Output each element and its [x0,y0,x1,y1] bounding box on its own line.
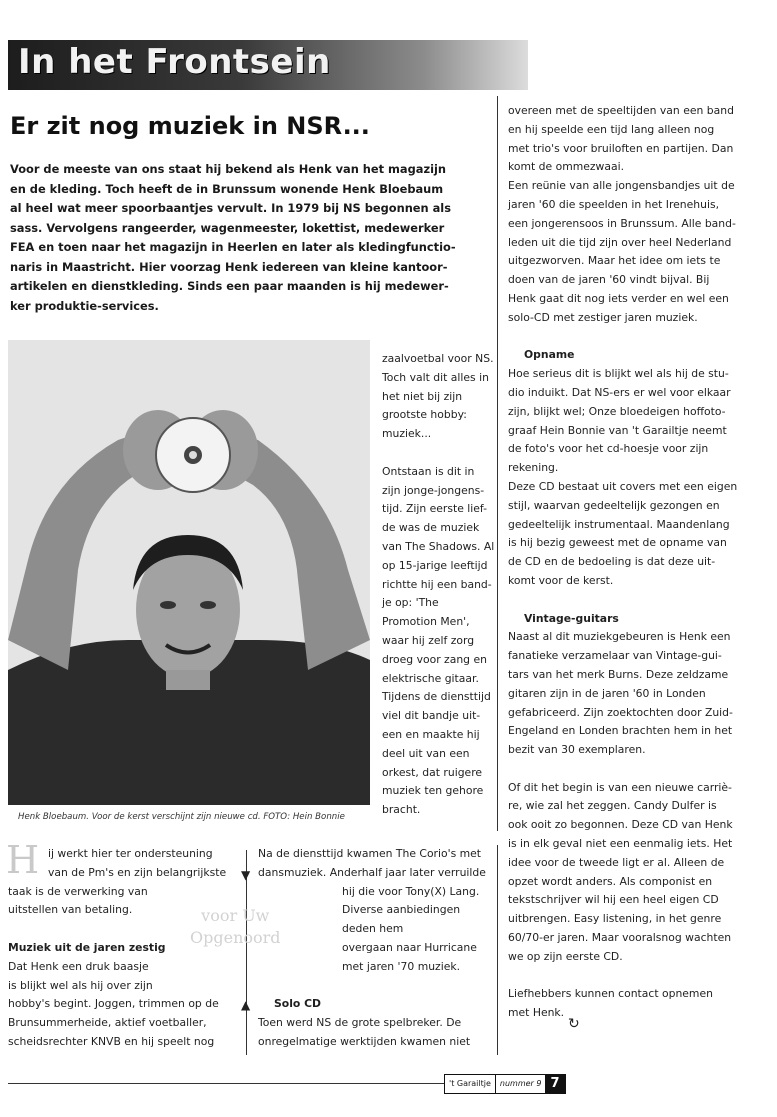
text-line: een jongerensoos in Brunssum. Alle band- [508,216,736,230]
text-line: Liefhebbers kunnen contact opnemen [508,987,713,1001]
text-line: rekening. [508,461,559,475]
text-line: jaren '60 die speelden in het Irenehuis, [508,197,720,211]
text-line: overgaan naar Hurricane [342,940,477,954]
paragraph-gap [258,977,490,996]
text-line: het niet bij zijn [382,389,463,403]
text-line: scheidsrechter KNVB en hij speelt nog [8,1034,215,1048]
text-line: artikelen en dienstkleding. Sinds een paar maanden is hij medewer- [10,279,449,293]
text-line: sass. Vervolgens rangeerder, wagenmeester, lokettist, medewerker [10,220,445,235]
text-line: droeg voor zang en [382,652,487,666]
text-line: al heel wat meer spoorbaantjes vervult. In 1979 bij NS begonnen als [10,201,451,215]
text-line: stijl, waarvan gedeeltelijk gezongen en [508,498,720,512]
text-line: doen van de jaren '60 vindt bijval. Bij [508,273,710,287]
text-line: Deze CD bestaat uit covers met een eigen [508,479,738,493]
text-line: gedeeltelijk instrumentaal. Maandenlang [508,517,730,531]
text-line: tijd. Zijn eerste lief- [382,502,488,516]
subheading: Vintage-guitars [524,611,619,625]
text-line: richtte hij een band- [382,577,492,591]
text-line: ook ooit zo begonnen. Deze CD van Henk [508,818,733,832]
end-mark-icon: ↻ [568,1016,580,1032]
arrow-down-icon: ▼ [241,868,251,882]
text-line: muziek ten gehore [382,784,484,798]
text-line: solo-CD met zestiger jaren muziek. [508,310,698,324]
watermark-line: Opgenoord [190,928,281,947]
text-line: Een reünie van alle jongensbandjes uit de [508,179,735,193]
text-line: deel uit van een [382,746,470,760]
text-line: dansmuziek. Anderhalf jaar later verruilde [258,865,486,879]
text-line: Voor de meeste van ons staat hij bekend als Henk van het magazijn [10,162,446,176]
paragraph-gap [508,967,770,986]
text-line: fanatieke verzamelaar van Vintage-gui- [508,649,722,663]
text-line: je op: 'The [382,596,439,610]
text-line: Toen werd NS de grote spelbreker. De [258,1016,462,1030]
text-line: uitbrengen. Easy listening, in het genre [508,912,722,926]
footer-magazine: 't Garailtje [445,1075,496,1093]
watermark-line: voor Uw [201,906,270,925]
bottom-middle-column [258,845,490,1052]
article-headline: Er zit nog muziek in NSR... [10,112,370,140]
text-line: met Henk. [508,1006,565,1020]
column-divider [497,845,498,1055]
subheading: Muziek uit de jaren zestig [8,940,166,954]
text-line: taak is de verwerking van [8,884,148,898]
text-line: overeen met de speeltijden van een band [508,104,734,117]
text-line: tars van het merk Burns. Deze zeldzame [508,667,729,681]
section-banner [8,40,528,90]
paragraph-gap [508,760,770,779]
text-line: hobby's begint. Joggen, trimmen op de [8,997,219,1011]
paragraph-gap [508,591,770,610]
text-line: hij die voor Tony(X) Lang. [342,884,480,898]
text-line: waar hij zelf zorg [382,633,475,647]
section-title: In het Frontsein [18,42,331,82]
text-line: Brunsummerheide, aktief voetballer, [8,1016,207,1030]
column-divider [497,96,498,831]
text-line: Dat Henk een druk baasje [8,959,149,973]
text-line: Of dit het begin is van een nieuwe carriè- [508,780,732,794]
text-line: Na de diensttijd kwamen The Corio's met [258,847,482,860]
text-line: zijn jonge-jongens- [382,483,485,497]
subheading: Solo CD [274,997,321,1011]
text-line: graaf Hein Bonnie van 't Garailtje neemt [508,423,727,437]
subheading: Opname [524,348,575,362]
text-line: en hij speelde een tijd lang alleen nog [508,122,715,136]
text-line: grootste hobby: [382,408,467,422]
text-line: elektrische gitaar. [382,671,479,685]
footer-rule [8,1083,444,1084]
text-line: Hoe serieus dit is blijkt wel als hij de stu- [508,367,729,381]
text-line: bezit van 30 exemplaren. [508,743,646,757]
text-line: Naast al dit muziekgebeuren is Henk een [508,630,731,644]
text-line: FEA en toen naar het magazijn in Heerlen en later als kledingfunctio- [10,240,456,254]
paragraph-gap [382,444,492,463]
text-line: met jaren '70 muziek. [342,959,461,973]
text-line: Engeland en Londen brachten hem in het [508,724,733,738]
text-line: Ontstaan is dit in [382,464,475,478]
middle-column [382,350,495,820]
text-line: 60/70-er jaren. Maar vooralsnog wachten [508,931,732,945]
text-line: idee voor de tweede ligt er al. Alleen de [508,855,725,869]
text-line: dio induikt. Dat NS-ers er wel voor elkaar [508,385,731,399]
footer-issue: nummer 9 [499,1079,542,1088]
text-line: gitaren zijn in de jaren '60 in Londen [508,686,706,700]
text-line: zijn, blijkt wel; Onze bloedeigen hoffoto- [508,404,726,418]
text-line: is in elk geval niet een eenmalig iets. Het [508,837,733,851]
text-line: uitstellen van betaling. [8,903,133,917]
photo-caption: Henk Bloebaum. Voor de kerst verschijnt zijn nieuwe cd. FOTO: Hein Bonnie [18,812,345,822]
text-line: Diverse aanbiedingen [342,903,461,917]
paragraph-gap [508,328,770,347]
text-line: orkest, dat ruigere [382,765,483,779]
text-line: is hij bezig geweest met de opname van [508,536,727,550]
text-line: Promotion Men', [382,615,470,629]
text-line: uitgezworven. Maar het idee om iets te [508,254,721,268]
page-footer [444,1074,566,1094]
text-line: komt voor de kerst. [508,573,614,587]
text-line: opzet wordt anders. Als componist en [508,874,713,888]
text-line: van de Pm's en zijn belangrijkste [48,865,227,879]
text-line: ij werkt hier ter ondersteuning [48,847,213,860]
text-line: Henk gaat dit nog iets verder en wel een [508,291,729,305]
text-line: gefabriceerd. Zijn zoektochten door Zuid- [508,705,733,719]
article-photo [8,340,370,805]
text-line: Toch valt dit alles in [382,370,489,384]
arrow-up-icon: ▲ [241,998,251,1012]
text-line: tekstschrijver wil hij een heel eigen CD [508,893,719,907]
text-line: de was de muziek [382,521,480,535]
text-line: zaalvoetbal voor NS. [382,352,494,365]
text-line: muziek... [382,427,432,441]
text-line: op 15-jarige leeftijd [382,558,488,572]
text-line: ker produktie-services. [10,298,159,313]
right-column [508,102,770,1023]
intro-paragraph [10,160,480,316]
text-line: de CD en de bedoeling is dat deze uit- [508,555,716,569]
text-line: Tijdens de diensttijd [382,690,491,704]
text-line: deden hem [342,922,404,936]
text-line: we op zijn eerste CD. [508,949,623,963]
text-line: leden uit die tijd zijn over heel Nederland [508,235,732,249]
text-line: bracht. [382,803,421,817]
text-line: naris in Maastricht. Hier voorzag Henk iedereen van kleine kantoor- [10,259,448,274]
text-line: van The Shadows. Al [382,539,495,553]
drop-cap: H [6,838,40,882]
text-line: komt de ommezwaai. [508,160,625,174]
text-line: en de kleding. Toch heeft de in Brunssum wonende Henk Bloebaum [10,181,444,196]
photo-illustration [8,340,370,805]
text-line: re, wie zal het zeggen. Candy Dulfer is [508,799,717,813]
page-number: 7 [545,1075,564,1093]
text-line: de foto's voor het cd-hoesje voor zijn [508,442,709,456]
text-line: viel dit bandje uit- [382,709,481,723]
text-line: is blijkt wel als hij over zijn [8,978,153,992]
text-line: onregelmatige werktijden kwamen niet [258,1034,471,1048]
text-line: een en maakte hij [382,727,480,741]
text-line: met trio's voor bruiloften en partijen. Dan [508,141,734,155]
